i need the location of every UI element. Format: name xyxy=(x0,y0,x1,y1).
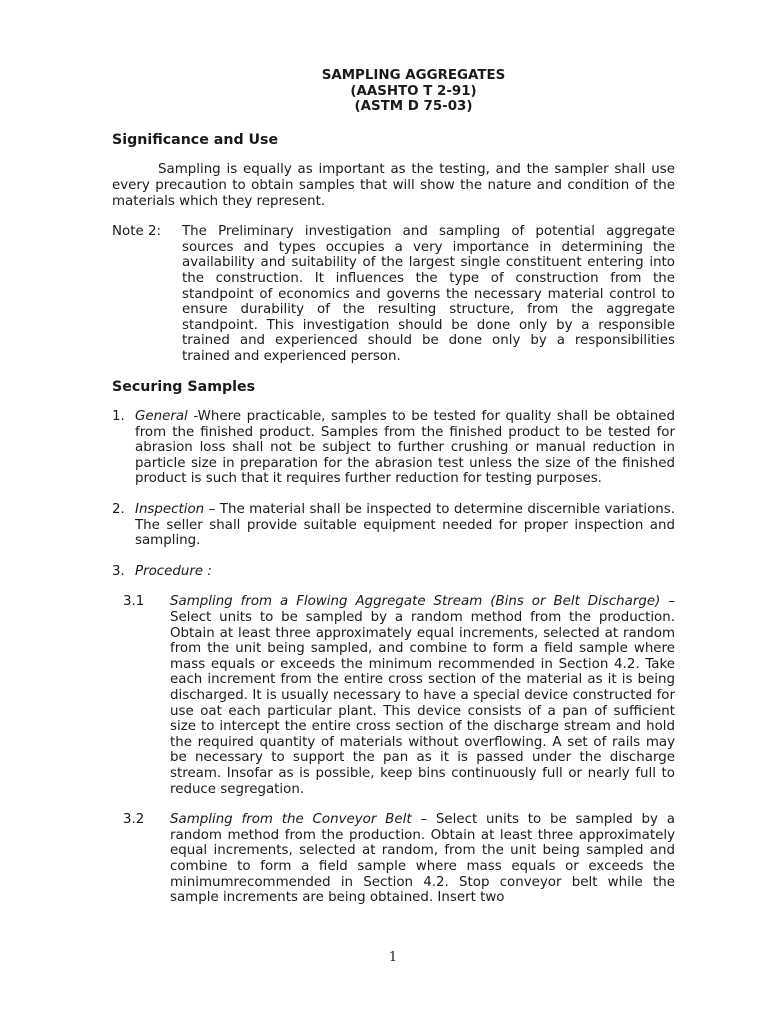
list-item-number: 1. xyxy=(112,409,125,425)
list-item-text: -Where practicable, samples to be tested for quality shall be obtained from the finished product. Samples from the finished product to be tested for abrasion loss shall not be subject to further crushing or manual reduction in particle size in preparation for the abrasion test unless the size of the finished product is such that it requires further reduction for testing purposes. xyxy=(135,409,675,487)
sub-item-conveyor-belt xyxy=(123,812,675,906)
sub-item-flowing-stream xyxy=(123,594,675,797)
note-2 xyxy=(112,224,675,364)
section-heading-significance: Significance and Use xyxy=(112,131,279,148)
list-item-number: 2. xyxy=(112,502,125,518)
list-item-general xyxy=(112,409,675,487)
sub-item-lead: Sampling from a Flowing Aggregate Stream (Bins or Belt Discharge) xyxy=(170,594,661,610)
document-page xyxy=(112,68,675,921)
title-line-2: (AASHTO T 2-91) xyxy=(350,83,477,99)
significance-paragraph: Sampling is equally as important as the testing, and the sampler shall use every precaution to obtain samples that will show the nature and condition of the materials which they represent. xyxy=(112,162,675,209)
list-item-procedure xyxy=(112,564,675,580)
sub-item-number: 3.2 xyxy=(123,812,145,828)
page-number: 1 xyxy=(388,950,398,965)
list-item-lead: Procedure : xyxy=(135,563,212,579)
sub-item-body xyxy=(170,594,675,797)
title-line-3: (ASTM D 75-03) xyxy=(354,99,473,115)
sub-item-text: – Select units to be sampled by a random method from the production. Obtain at least three approximately equal increments, selected at random from the unit being sampled, and combine to form a field sample where mass equals or exceeds the minimum recommended in Section 4.2. Take each increment from the entire cross section of the material as it is being discharged. It is usually necessary to have a special device constructed for use oat each particular plant. This device consists of a pan of sufficient size to intercept the entire cross section of the discharge stream and hold the required quantity of materials without overflowing. A set of rails may be necessary to support the pan as it is passed under the discharge stream. Insofar as is possible, keep bins continuously full or nearly full to reduce segregation. xyxy=(170,594,676,797)
list-item-number: 3. xyxy=(112,563,125,579)
sub-item-number: 3.1 xyxy=(123,594,145,610)
list-item-body xyxy=(135,564,675,580)
document-title xyxy=(152,68,675,115)
list-item-text: – The material shall be inspected to determine discernible variations. The seller shall provide suitable equipment needed for proper inspection and sampling. xyxy=(135,502,675,549)
section-heading-securing: Securing Samples xyxy=(112,378,256,395)
note-label: Note 2: xyxy=(112,224,161,240)
sub-item-text: – Select units to be sampled by a random method from the production. Obtain at least three approximately equal increments, selected at random, from the unit being sampled and combine to form a field sample where mass equals or exceeds the minimumrecommended in Section 4.2. Stop conveyor belt while the sample increments are being obtained. Insert two xyxy=(170,812,675,906)
list-item-body xyxy=(135,409,675,487)
note-text: The Preliminary investigation and sampling of potential aggregate sources and types occupies a very importance in determining the availability and suitability of the largest single constituent entering into the construction. It influences the type of construction from the standpoint of economics and governs the necessary material control to ensure durability of the resulting structure, from the aggregate standpoint. This investigation should be done only by a responsible trained and experienced should be done only by a responsibilities trained and experienced person. xyxy=(182,224,675,364)
list-item-body xyxy=(135,502,675,549)
list-item-lead: General xyxy=(135,409,188,425)
list-item-inspection xyxy=(112,502,675,549)
sub-item-lead: Sampling from the Conveyor Belt xyxy=(170,812,412,828)
title-line-1: SAMPLING AGGREGATES xyxy=(321,68,506,83)
list-item-lead: Inspection xyxy=(135,502,205,518)
sub-item-body xyxy=(170,812,675,906)
